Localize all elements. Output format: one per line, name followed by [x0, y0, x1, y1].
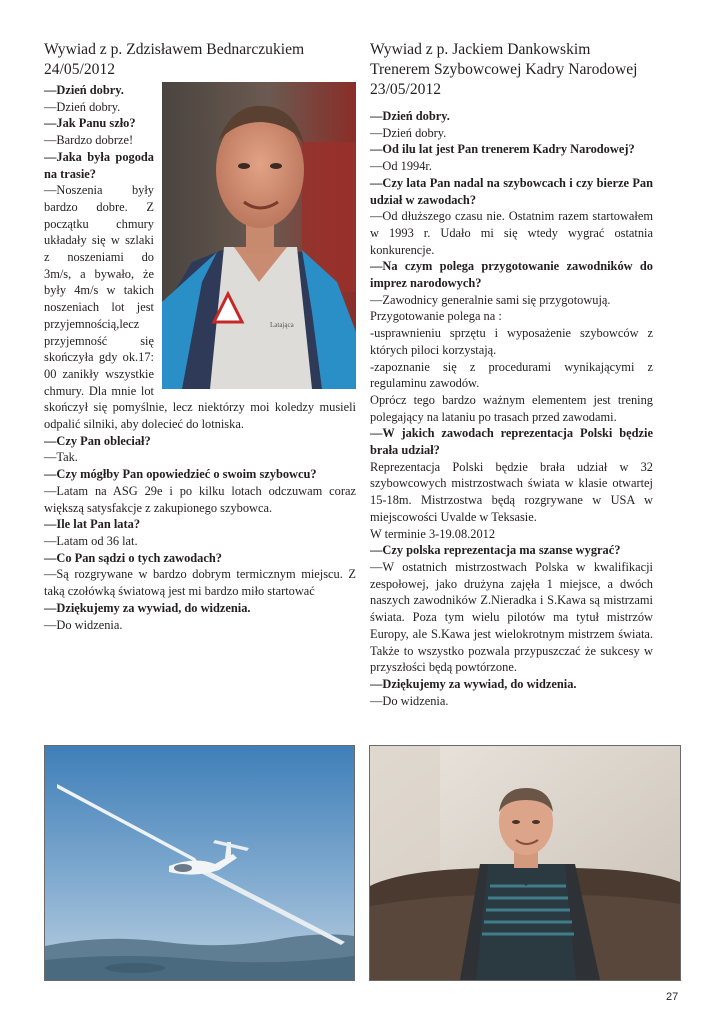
interview-question: —Dziękujemy za wywiad, do widzenia.: [370, 676, 577, 691]
interview-question: —Na czym polega przygotowanie zawodników do imprez narodowych?: [370, 259, 653, 291]
right-interview: [370, 40, 653, 709]
interview-question: —Dzień dobry.: [370, 109, 450, 123]
interview-answer: Oprócz tego bardzo ważnym elementem jest trening polegający na lataniu po trasach przed zawodami.: [370, 392, 653, 424]
page-number: 27: [666, 991, 679, 1003]
interview-answer: —Latam od 36 lat.: [44, 533, 138, 548]
interview-answer: —Do widzenia.: [370, 693, 449, 708]
right-title-line1: Wywiad z p. Jackiem Dankowskim: [370, 41, 591, 58]
interview-answer: —Od 1994r.: [370, 159, 432, 174]
interview-answer: —Od dłuższego czasu nie. Ostatnim razem startowałem w 1993 r. Udało mi się wtedy wygrać ostatnia konkurencje.: [370, 209, 653, 257]
interview-answer: —Dzień dobry.: [370, 125, 447, 140]
interview-question: —Jaka była pogoda na trasie?: [44, 149, 154, 181]
right-title-line2: Trenerem Szybowcowej Kadry Narodowej: [370, 61, 638, 78]
interviewee-portrait-photo: [162, 82, 356, 389]
interview-question: —Czy Pan obleciał?: [44, 433, 151, 448]
interview-answer: —Bardzo dobrze!: [44, 133, 134, 148]
interview-answer: -usprawnieniu sprzętu i wyposażenie szybowców z których piloci korzystają.: [370, 326, 653, 357]
right-interview-title: [370, 40, 653, 100]
coach-portrait-photo: [369, 745, 681, 981]
interview-question: —Czy polska reprezentacja ma szanse wygrać?: [370, 543, 621, 558]
interview-answer: —W ostatnich mistrzostwach Polska w kwalifikacji zespołowej, jako drużyna zajęła 1 miejsce, a dwóch naszych zawodników Z.Nieradka i S.Kawa są mistrzami świata. Poza tym wielu pilotów ma tytuł mistrzów Europy, ale S.Kawa jest wielokrotnym mistrzem świata. Także to wszystko pozwala przypuszczać że sukcesy w przyszłości będą powtórzone.: [370, 559, 653, 675]
glider-photo: [44, 745, 355, 981]
left-date: 24/05/2012: [44, 61, 116, 78]
interview-question: —Czy mógłby Pan opowiedzieć o swoim szybowcu?: [44, 467, 317, 482]
interview-answer: —Do widzenia.: [44, 617, 123, 632]
interview-answer: -zapoznanie się z procedurami wynikającymi z regulaminu zawodów.: [370, 359, 653, 391]
interview-question: —Jak Panu szło?: [44, 116, 136, 131]
left-title-text: Wywiad z p. Zdzisławem Bednarczukiem: [44, 41, 305, 58]
interview-answer: Reprezentacja Polski będzie brała udział w 32 szybowcowych mistrzostwach świata w klasie otwartej 15-18m. Mistrzostwa będą rozgrywane w USA w miejscowości Uvalde w Teksasie.: [370, 459, 653, 524]
glider-in-flight-image: [45, 746, 354, 980]
left-interview-title: [44, 40, 356, 80]
interview-question: —Czy lata Pan nadal na szybowcach i czy bierze Pan udział w zawodach?: [370, 175, 653, 207]
left-interview-body: [44, 82, 356, 633]
interview-answer: —Są rozgrywane w bardzo dobrym termicznym miejscu. Z taką czołówką światową jest mi bardzo miło startować: [44, 567, 356, 599]
interview-question: —Dziękujemy za wywiad, do widzenia.: [44, 600, 251, 615]
interview-question: —Dzień dobry.: [44, 83, 124, 97]
interview-question: —Ile lat Pan lata?: [44, 517, 141, 532]
interview-question: —Od ilu lat jest Pan trenerem Kadry Narodowej?: [370, 142, 635, 157]
right-interview-body: [370, 108, 653, 709]
coach-seated-image: [370, 746, 680, 980]
interview-answer: —Noszenia były bardzo dobre. Z początku chmury układały się w szlaki z noszeniami do 3m/s, a bywało, że były 4m/s w takich noszeniach lot jest przyjemnością,lecz przyjemność się skończyła gdy ok.17: 00 zanikły wszystkie chmury. Dla mnie lot skończył się pomyślnie, lecz niektórzy moi koledzy musieli odpalić silniki, aby dolecieć do lotniska.: [44, 183, 356, 432]
interview-question: —W jakich zawodach reprezentacja Polski będzie brała udział?: [370, 426, 653, 458]
interview-answer: —Dzień dobry.: [44, 99, 121, 114]
left-interview: [44, 40, 356, 633]
interview-answer: W terminie 3-19.08.2012: [370, 526, 496, 541]
interview-answer: —Zawodnicy generalnie sami się przygotowują.: [370, 292, 611, 307]
right-date: 23/05/2012: [370, 81, 442, 98]
interview-answer: —Latam na ASG 29e i po kilku lotach odczuwam coraz większą satysfakcje z zakupionego szybowca.: [44, 483, 356, 515]
interview-answer: —Tak.: [44, 450, 78, 465]
interview-question: —Co Pan sądzi o tych zawodach?: [44, 550, 222, 565]
interview-answer: Przygotowanie polega na :: [370, 309, 502, 324]
svg-text:Latająca: Latająca: [270, 321, 294, 329]
